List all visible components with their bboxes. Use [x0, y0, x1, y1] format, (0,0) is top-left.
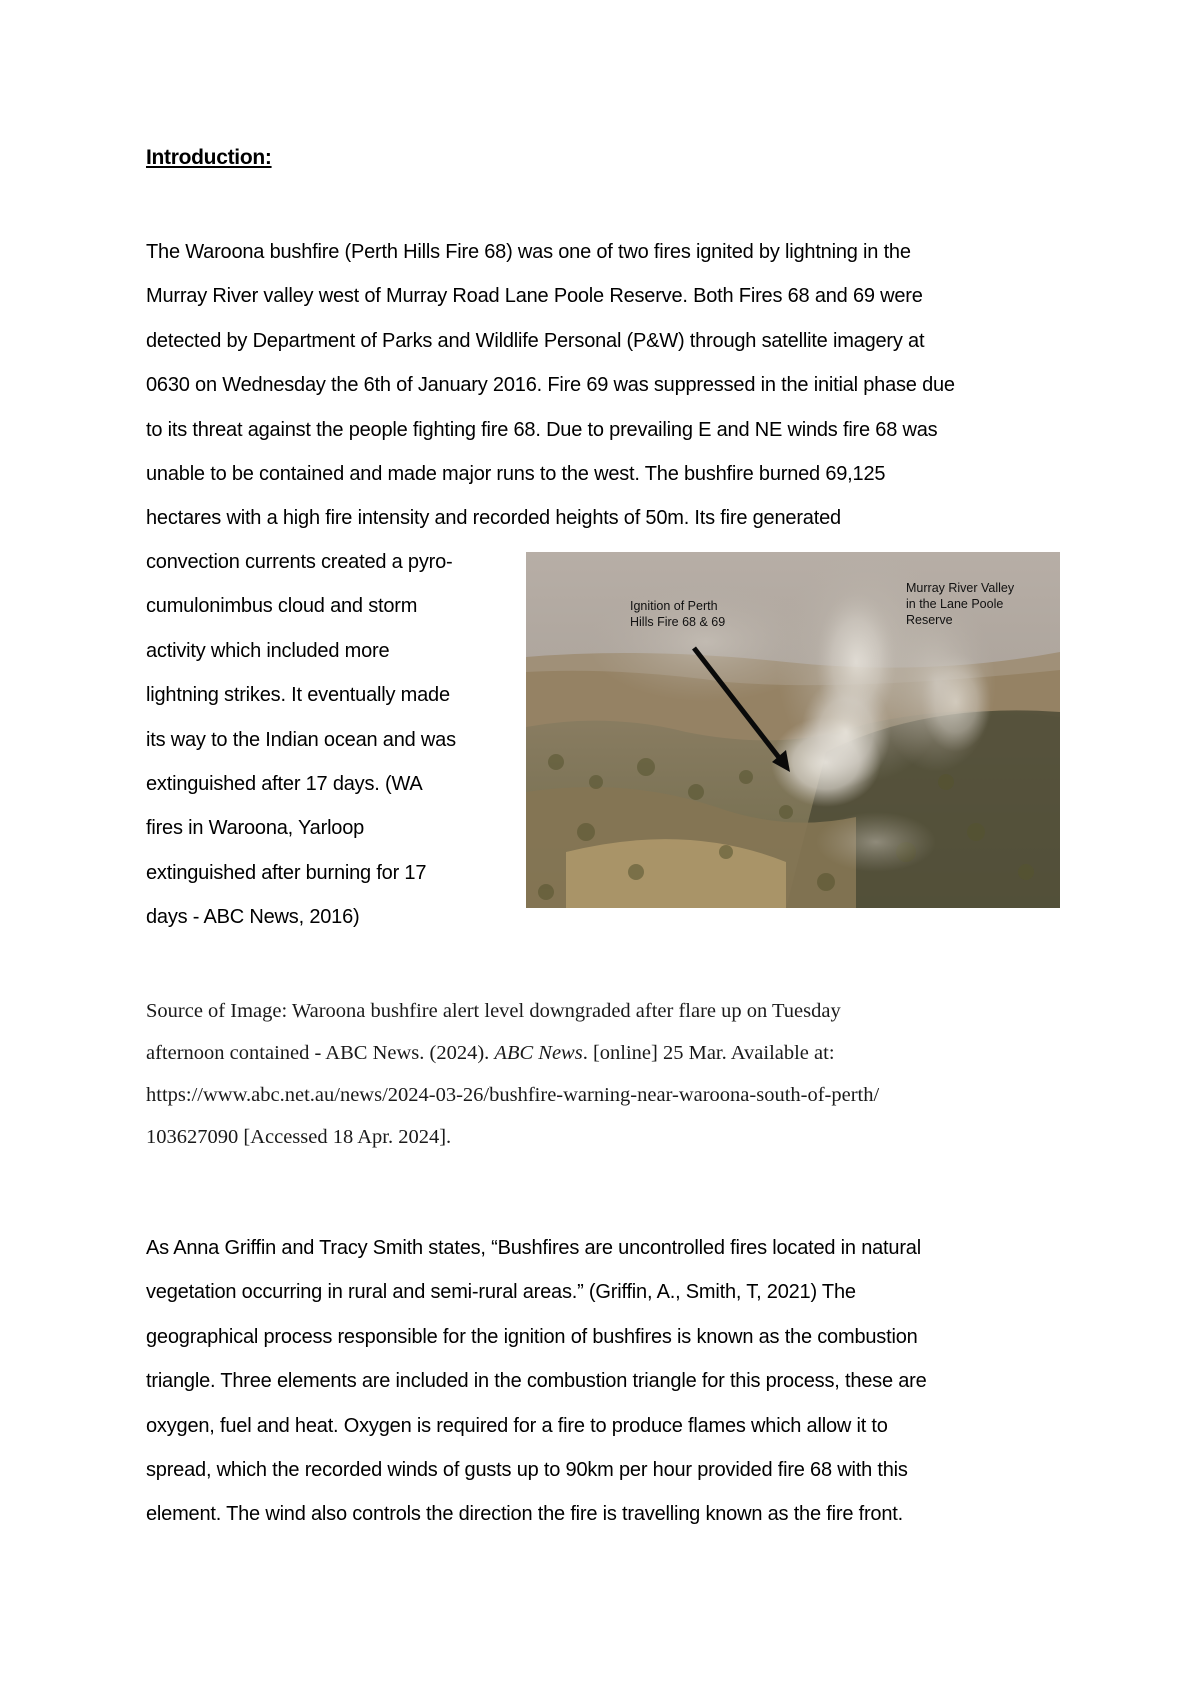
text-line: hectares with a high fire intensity and recorded heights of 50m. Its fire generated	[146, 507, 841, 530]
citation-line: 103627090 [Accessed 18 Apr. 2024].	[146, 1126, 452, 1148]
text-line: geographical process responsible for the ignition of bushfires is known as the combustion	[146, 1325, 918, 1348]
citation-text: afternoon contained - ABC News. (2024).	[146, 1042, 495, 1064]
text-line: As Anna Griffin and Tracy Smith states, “Bushfires are uncontrolled fires located in natural	[146, 1237, 921, 1259]
label-line: in the Lane Poole	[906, 597, 1004, 611]
text-line: 0630 on Wednesday the 6th of January 2016. Fire 69 was suppressed in the initial phase due	[146, 374, 955, 397]
ignition-label	[630, 598, 750, 630]
image-source-citation	[146, 990, 1046, 1158]
text-line: detected by Department of Parks and Wildlife Personal (P&W) through satellite imagery at	[146, 329, 925, 352]
citation-url: https://www.abc.net.au/news/2024-03-26/bushfire-warning-near-waroona-south-of-perth/	[146, 1084, 880, 1106]
label-line: Hills Fire 68 & 69	[630, 615, 726, 629]
text-line: fires in Waroona, Yarloop	[146, 817, 365, 840]
citation-line: Source of Image: Waroona bushfire alert level downgraded after flare up on Tuesday	[146, 1000, 841, 1022]
text-line: activity which included more	[146, 639, 390, 662]
text-line: triangle. Three elements are included in the combustion triangle for this process, these are	[146, 1370, 927, 1393]
citation-text: . [online] 25 Mar. Available at:	[582, 1042, 835, 1064]
intro-paragraph	[146, 230, 1066, 541]
citation-line	[146, 1032, 1046, 1074]
text-line: convection currents created a pyro-	[146, 551, 453, 573]
wrapped-paragraph	[146, 540, 506, 940]
text-line: days - ABC News, 2016)	[146, 906, 360, 929]
section-heading: Introduction:	[146, 146, 272, 169]
label-line: Murray River Valley	[906, 581, 1015, 595]
text-line: to its threat against the people fighting fire 68. Due to prevailing E and NE winds fire 68 was	[146, 418, 938, 441]
text-line: extinguished after 17 days. (WA	[146, 773, 423, 796]
text-line: vegetation occurring in rural and semi-rural areas.” (Griffin, A., Smith, T, 2021) The	[146, 1281, 856, 1304]
text-line: element. The wind also controls the direction the fire is travelling known as the fire front.	[146, 1503, 903, 1526]
label-line: Reserve	[906, 613, 953, 627]
body-paragraph	[146, 1226, 1066, 1537]
text-line: cumulonimbus cloud and storm	[146, 595, 418, 618]
text-line: The Waroona bushfire (Perth Hills Fire 68) was one of two fires ignited by lightning in the	[146, 241, 911, 263]
text-line: unable to be contained and made major runs to the west. The bushfire burned 69,125	[146, 463, 886, 486]
text-line: lightning strikes. It eventually made	[146, 684, 450, 707]
text-line: spread, which the recorded winds of gusts up to 90km per hour provided fire 68 with this	[146, 1459, 908, 1482]
bushfire-aerial-photo	[526, 552, 1060, 908]
valley-label	[906, 580, 1046, 628]
text-line: its way to the Indian ocean and was	[146, 728, 456, 751]
label-line: Ignition of Perth	[630, 599, 718, 613]
text-line: oxygen, fuel and heat. Oxygen is required for a fire to produce flames which allow it to	[146, 1414, 888, 1437]
text-line: Murray River valley west of Murray Road Lane Poole Reserve. Both Fires 68 and 69 were	[146, 285, 923, 308]
citation-publication: ABC News	[494, 1042, 583, 1064]
text-line: extinguished after burning for 17	[146, 861, 427, 884]
